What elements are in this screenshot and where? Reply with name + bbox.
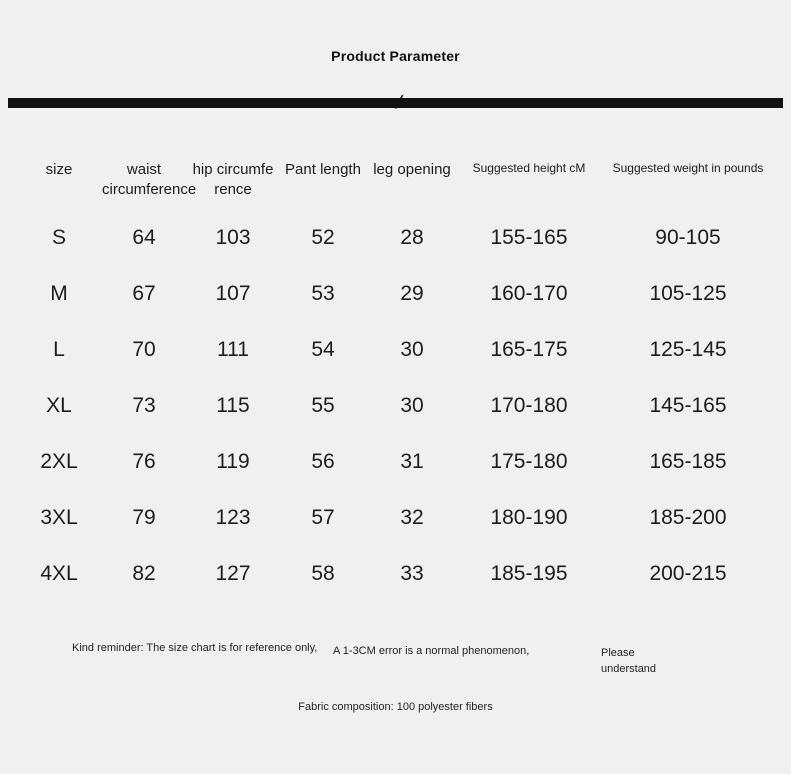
table-row <box>18 210 774 266</box>
cell-height: 185-195 <box>490 562 568 585</box>
cell-waist: 64 <box>132 226 156 249</box>
cell-length: 52 <box>311 226 335 249</box>
column-header-hip: hip circumfe rence <box>192 161 274 198</box>
cell-weight: 185-200 <box>649 506 727 529</box>
slash-mark: / <box>393 91 404 115</box>
column-header-leg-opening: leg opening <box>373 161 451 178</box>
cell-size: XL <box>46 394 72 417</box>
size-chart-table <box>18 160 774 602</box>
cell-height: 170-180 <box>490 394 568 417</box>
cell-weight: 125-145 <box>649 338 727 361</box>
cell-waist: 76 <box>132 450 156 473</box>
column-header-waist: waist circumference <box>102 161 197 198</box>
cell-hip: 103 <box>215 226 251 249</box>
column-header-weight: Suggested weight in pounds <box>612 161 764 175</box>
note-fabric-composition: Fabric composition: 100 polyester fibers <box>298 701 493 713</box>
cell-leg: 29 <box>400 282 424 305</box>
cell-height: 180-190 <box>490 506 568 529</box>
table-row <box>18 322 774 378</box>
cell-length: 56 <box>311 450 335 473</box>
cell-size: M <box>50 282 68 305</box>
cell-waist: 79 <box>132 506 156 529</box>
note-understand: Please understand <box>601 647 657 675</box>
cell-hip: 127 <box>215 562 251 585</box>
cell-weight: 165-185 <box>649 450 727 473</box>
cell-length: 54 <box>311 338 335 361</box>
table-row <box>18 434 774 490</box>
note-reminder: Kind reminder: The size chart is for reference only, <box>72 642 318 654</box>
cell-leg: 30 <box>400 338 424 361</box>
column-header-height: Suggested height cM <box>472 161 586 175</box>
cell-hip: 115 <box>216 394 250 417</box>
cell-size: 3XL <box>40 506 78 529</box>
cell-hip: 123 <box>215 506 251 529</box>
table-header-row <box>18 160 774 210</box>
cell-hip: 119 <box>216 450 250 473</box>
cell-leg: 31 <box>400 450 424 473</box>
cell-leg: 33 <box>400 562 424 585</box>
cell-height: 160-170 <box>490 282 568 305</box>
cell-leg: 32 <box>400 506 424 529</box>
note-error-tolerance: A 1-3CM error is a normal phenomenon, <box>333 645 530 657</box>
cell-waist: 82 <box>132 562 156 585</box>
cell-weight: 90-105 <box>655 226 721 249</box>
cell-size: S <box>51 226 66 249</box>
cell-weight: 145-165 <box>649 394 727 417</box>
cell-weight: 200-215 <box>649 562 727 585</box>
page-title: Product Parameter <box>331 48 460 64</box>
table-row <box>18 378 774 434</box>
cell-waist: 67 <box>132 282 156 305</box>
table-row <box>18 546 774 602</box>
cell-weight: 105-125 <box>649 282 727 305</box>
cell-length: 57 <box>311 506 335 529</box>
cell-length: 58 <box>311 562 335 585</box>
cell-hip: 107 <box>215 282 251 305</box>
cell-leg: 28 <box>400 226 424 249</box>
cell-waist: 73 <box>132 394 156 417</box>
column-header-size: size <box>45 161 73 178</box>
cell-hip: 111 <box>217 338 249 361</box>
cell-length: 55 <box>311 394 335 417</box>
cell-leg: 30 <box>400 394 424 417</box>
column-header-pant-length: Pant length <box>285 161 361 178</box>
cell-height: 165-175 <box>490 338 568 361</box>
cell-size: L <box>53 338 65 361</box>
cell-length: 53 <box>311 282 335 305</box>
cell-waist: 70 <box>132 338 156 361</box>
cell-height: 155-165 <box>490 226 568 249</box>
cell-size: 2XL <box>40 450 78 473</box>
cell-size: 4XL <box>40 562 78 585</box>
table-row <box>18 266 774 322</box>
cell-height: 175-180 <box>490 450 568 473</box>
table-row <box>18 490 774 546</box>
